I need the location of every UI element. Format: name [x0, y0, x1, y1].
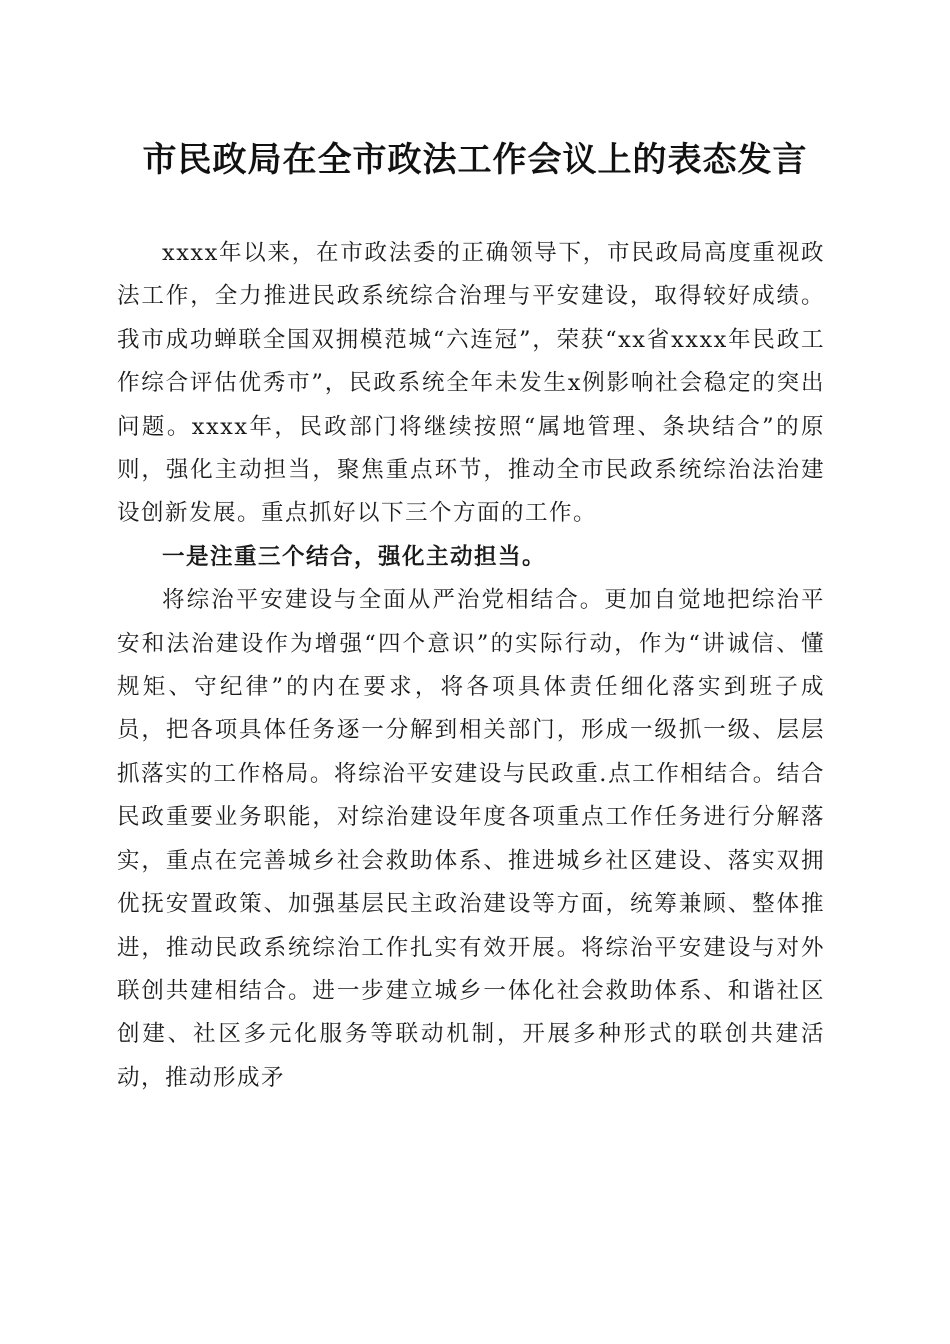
section-heading-1: 一是注重三个结合，强化主动担当。 — [162, 543, 547, 570]
paragraph-section-1: 将综治平安建设与全面从严治党相结合。更加自觉地把综治平安和法治建设作为增强“四个意识”的实际行动，作为“讲诚信、懂规矩、守纪律”的内在要求，将各项具体责任细化落实到班子成员，把各项具体任务逐一分解到相关部门，形成一级抓一级、层层抓落实的工作格局。将综治平安建设与民政重.点工作相结合。结合民政重要业务职能，对综治建设年度各项重点工作任务进行分解落实，重点在完善城乡社会救助体系、推进城乡社区建设、落实双拥优抚安置政策、加强基层民主政治建设等方面，统筹兼顾、整体推进，推动民政系统综治工作扎实有效开展。将综治平安建设与对外联创共建相结合。进一步建立城乡一体化社会救助体系、和谐社区创建、社区多元化服务等联动机制，开展多种形式的联创共建活动，推动形成矛 — [117, 587, 825, 1091]
document-body — [117, 232, 825, 1100]
document-title: 市民政局在全市政法工作会议上的表态发言 — [142, 140, 808, 180]
paragraph-intro: xxxx年以来，在市政法委的正确领导下，市民政局高度重视政法工作，全力推进民政系统综合治理与平安建设，取得较好成绩。我市成功蝉联全国双拥模范城“六连冠”，荣获“xx省xxxx年民政工作综合评估优秀市”，民政系统全年未发生x例影响社会稳定的突出问题。xxxx年，民政部门将继续按照“属地管理、条块结合”的原则，强化主动担当，聚焦重点环节，推动全市民政系统综治法治建设创新发展。重点抓好以下三个方面的工作。 — [117, 240, 825, 527]
